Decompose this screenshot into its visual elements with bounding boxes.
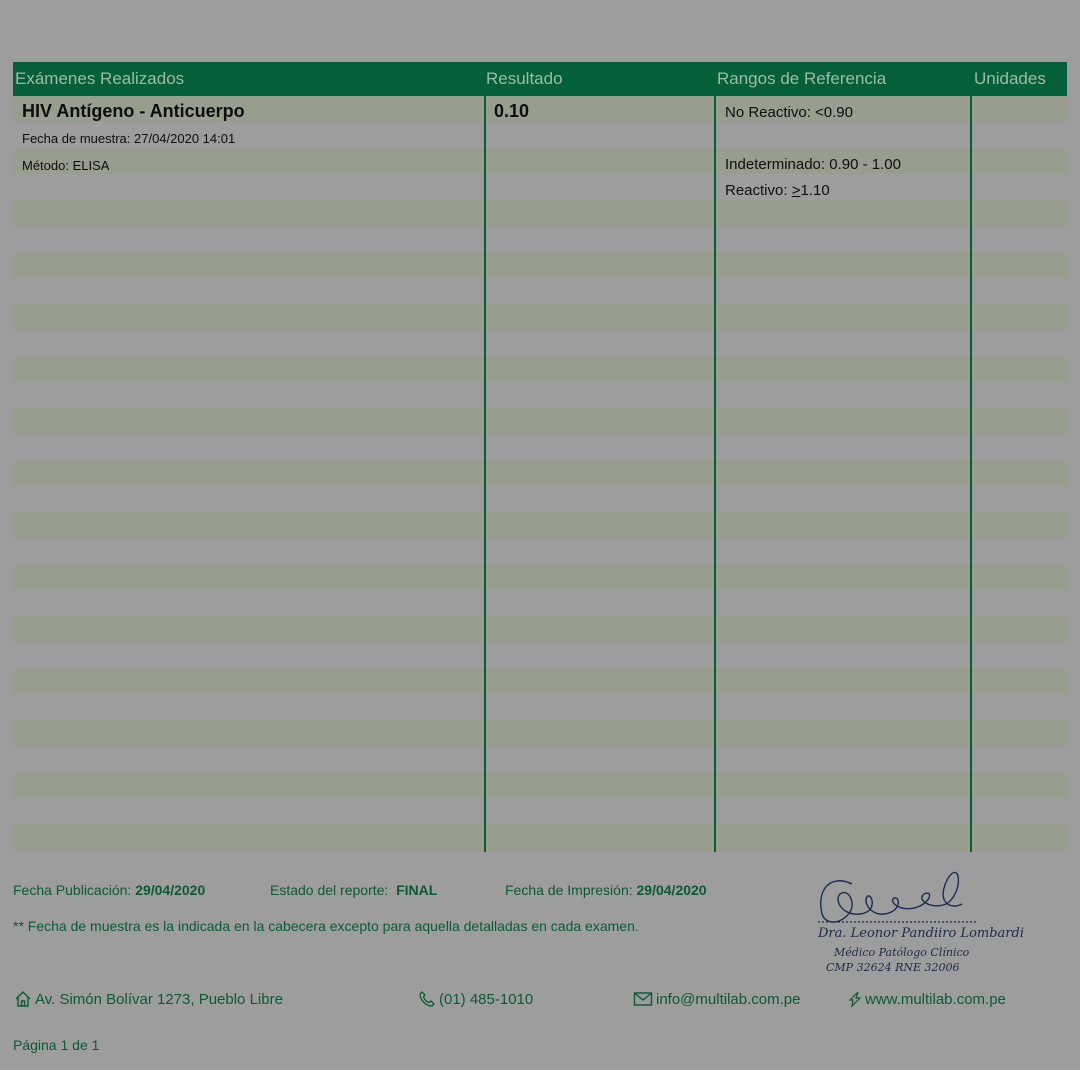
range-non-reactive: No Reactivo: <0.90 bbox=[725, 104, 853, 121]
contact-website bbox=[846, 990, 1006, 1008]
row-stripe bbox=[13, 720, 1067, 746]
phone-text: (01) 485-1010 bbox=[439, 990, 534, 1008]
row-stripe bbox=[13, 616, 1067, 642]
email-text: info@multilab.com.pe bbox=[656, 990, 801, 1008]
print-value: 29/04/2020 bbox=[636, 882, 707, 898]
header-ranges: Rangos de Referencia bbox=[717, 69, 887, 88]
row-stripe bbox=[13, 772, 1067, 798]
row-stripe bbox=[13, 356, 1067, 382]
sample-date-note: ** Fecha de muestra es la indicada en la cabecera excepto para aquella detalladas en cada examen. bbox=[13, 918, 639, 934]
status-label: Estado del reporte: bbox=[270, 882, 389, 898]
column-divider bbox=[714, 96, 716, 852]
contact-email bbox=[633, 990, 800, 1008]
phone-icon bbox=[418, 990, 436, 1008]
results-table bbox=[13, 62, 1067, 852]
page-number: Página 1 de 1 bbox=[13, 1037, 100, 1053]
exam-method: Método: ELISA bbox=[22, 158, 110, 173]
signature-scribble bbox=[812, 866, 987, 926]
header-units: Unidades bbox=[974, 69, 1046, 88]
publication-date bbox=[13, 882, 205, 898]
range-reactive-label: Reactivo: bbox=[725, 182, 792, 199]
home-icon bbox=[14, 990, 32, 1008]
range-reactive-value: 1.10 bbox=[800, 182, 830, 199]
website-text: www.multilab.com.pe bbox=[865, 990, 1006, 1008]
exam-result: 0.10 bbox=[494, 101, 530, 121]
row-stripe bbox=[13, 668, 1067, 694]
header-exams: Exámenes Realizados bbox=[15, 69, 185, 88]
publication-value: 29/04/2020 bbox=[135, 882, 206, 898]
pointer-icon bbox=[846, 990, 862, 1008]
row-stripe bbox=[13, 512, 1067, 538]
row-stripe bbox=[13, 824, 1067, 850]
mail-icon bbox=[633, 990, 653, 1008]
print-date bbox=[505, 882, 707, 898]
column-divider bbox=[970, 96, 972, 852]
signature-registry: CMP 32624 RNE 32006 bbox=[826, 961, 960, 974]
address-text: Av. Simón Bolívar 1273, Pueblo Libre bbox=[35, 990, 283, 1008]
header-result: Resultado bbox=[486, 69, 563, 88]
table-body bbox=[13, 96, 1067, 852]
signature-title: Médico Patólogo Clínico bbox=[834, 946, 970, 959]
publication-label: Fecha Publicación: bbox=[13, 882, 132, 898]
row-stripe bbox=[13, 460, 1067, 486]
contact-address bbox=[14, 990, 283, 1008]
row-stripe bbox=[13, 252, 1067, 278]
print-label: Fecha de Impresión: bbox=[505, 882, 633, 898]
exam-sample-date: Fecha de muestra: 27/04/2020 14:01 bbox=[22, 131, 236, 146]
row-stripe bbox=[13, 148, 1067, 174]
row-stripe bbox=[13, 408, 1067, 434]
status-value: FINAL bbox=[396, 882, 438, 898]
row-stripe bbox=[13, 200, 1067, 226]
range-reactive-symbol: > bbox=[791, 182, 801, 199]
exam-name: HIV Antígeno - Anticuerpo bbox=[22, 101, 245, 121]
report-status bbox=[270, 882, 437, 898]
row-stripe bbox=[13, 304, 1067, 330]
range-reactive bbox=[725, 182, 830, 199]
row-stripe bbox=[13, 564, 1067, 590]
table-header bbox=[13, 62, 1067, 96]
range-indeterminate: Indeterminado: 0.90 - 1.00 bbox=[725, 156, 901, 173]
column-divider bbox=[484, 96, 486, 852]
signature-name: Dra. Leonor Pandiiro Lombardi bbox=[818, 926, 1025, 941]
doctor-signature bbox=[812, 866, 1025, 978]
contact-phone bbox=[418, 990, 533, 1008]
